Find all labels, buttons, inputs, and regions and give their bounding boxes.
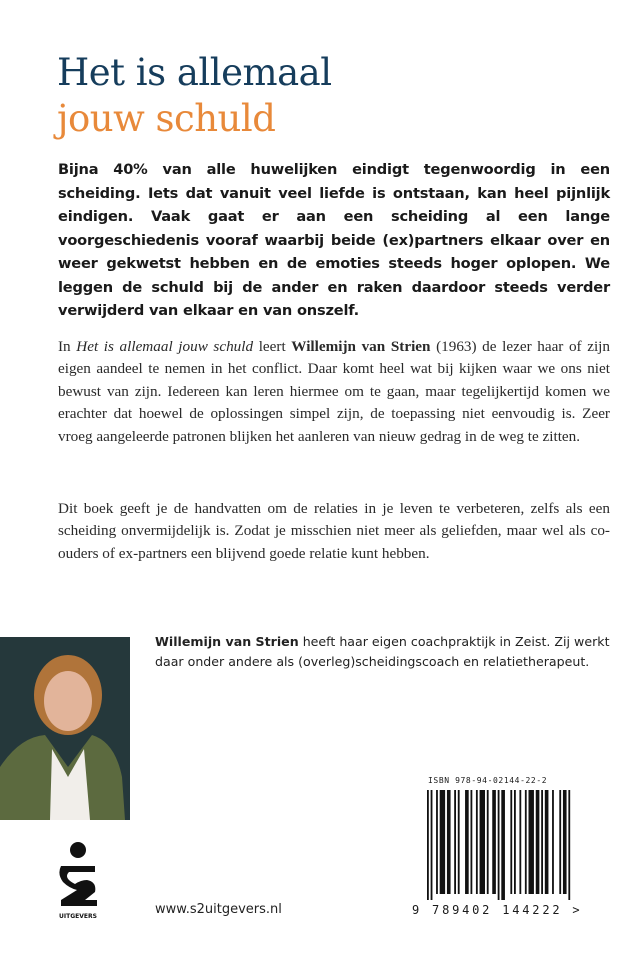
barcode-bars [427,790,572,900]
isbn-text: ISBN 978-94-02144-22-2 [428,776,548,785]
bio-author-name: Willemijn van Strien [155,634,299,649]
ean-number: 9 789402 144222 > [412,903,583,917]
svg-text:UITGEVERS: UITGEVERS [59,913,97,920]
title-line-1: Het is allemaal [57,51,332,94]
book-title-inline: Het is allemaal jouw schuld [76,338,254,355]
author-photo [0,637,130,820]
title-line-2: jouw schuld [57,97,276,140]
publisher-logo [55,840,107,920]
para-rest: (1963) de lezer haar of zijn eigen aandeel te nemen in het conflict. Daar komt heel wat bij kijken waar we ons niet bewust van zijn. Iedereen kan leren hiermee om te gaan, maar tegelijkertijd komen we erachter dat hoewel de oplossingen simpel zijn, de toepassing niet eenvoudig is. Zeer vroeg aangeleerde patronen blijken het aanleren van nieuw gedrag in de weg te zitten. [58,338,610,445]
description-paragraph [58,336,610,448]
para-prefix: In [58,338,77,355]
intro-paragraph: Bijna 40% van alle huwelijken eindigt tegenwoordig in een scheiding. Iets dat vanuit veel liefde is ontstaan, kan heel pijnlijk eindigen. Vaak gaat er aan een scheiding al een lange voorgeschiedenis vooraf waarbij beide (ex)partners elkaar over en weer gekwetst hebben en de emoties steeds hoger oplopen. We leggen de schuld bij de ander en raken daardoor steeds verder verwijderd van elkaar en van onszelf. [58,161,610,319]
author-name-inline: Willemijn van Strien [291,338,431,355]
bio-text: heeft haar eigen coachpraktijk in Zeist. Zij werkt daar onder andere als (overleg)scheidingscoach en relatietherapeut. [155,634,610,669]
book-title [57,50,332,142]
author-bio [155,632,615,672]
publisher-url[interactable]: www.s2uitgevers.nl [155,902,282,917]
para-mid: leert [253,338,292,355]
closing-paragraph: Dit boek geeft je de handvatten om de relaties in je leven te verbeteren, zelfs als een scheiding onvermijdelijk is. Zodat je misschien niet meer als geliefden, maar wel als co-ouders of ex-partners een blijvend goede relatie kunt hebben. [58,500,610,562]
